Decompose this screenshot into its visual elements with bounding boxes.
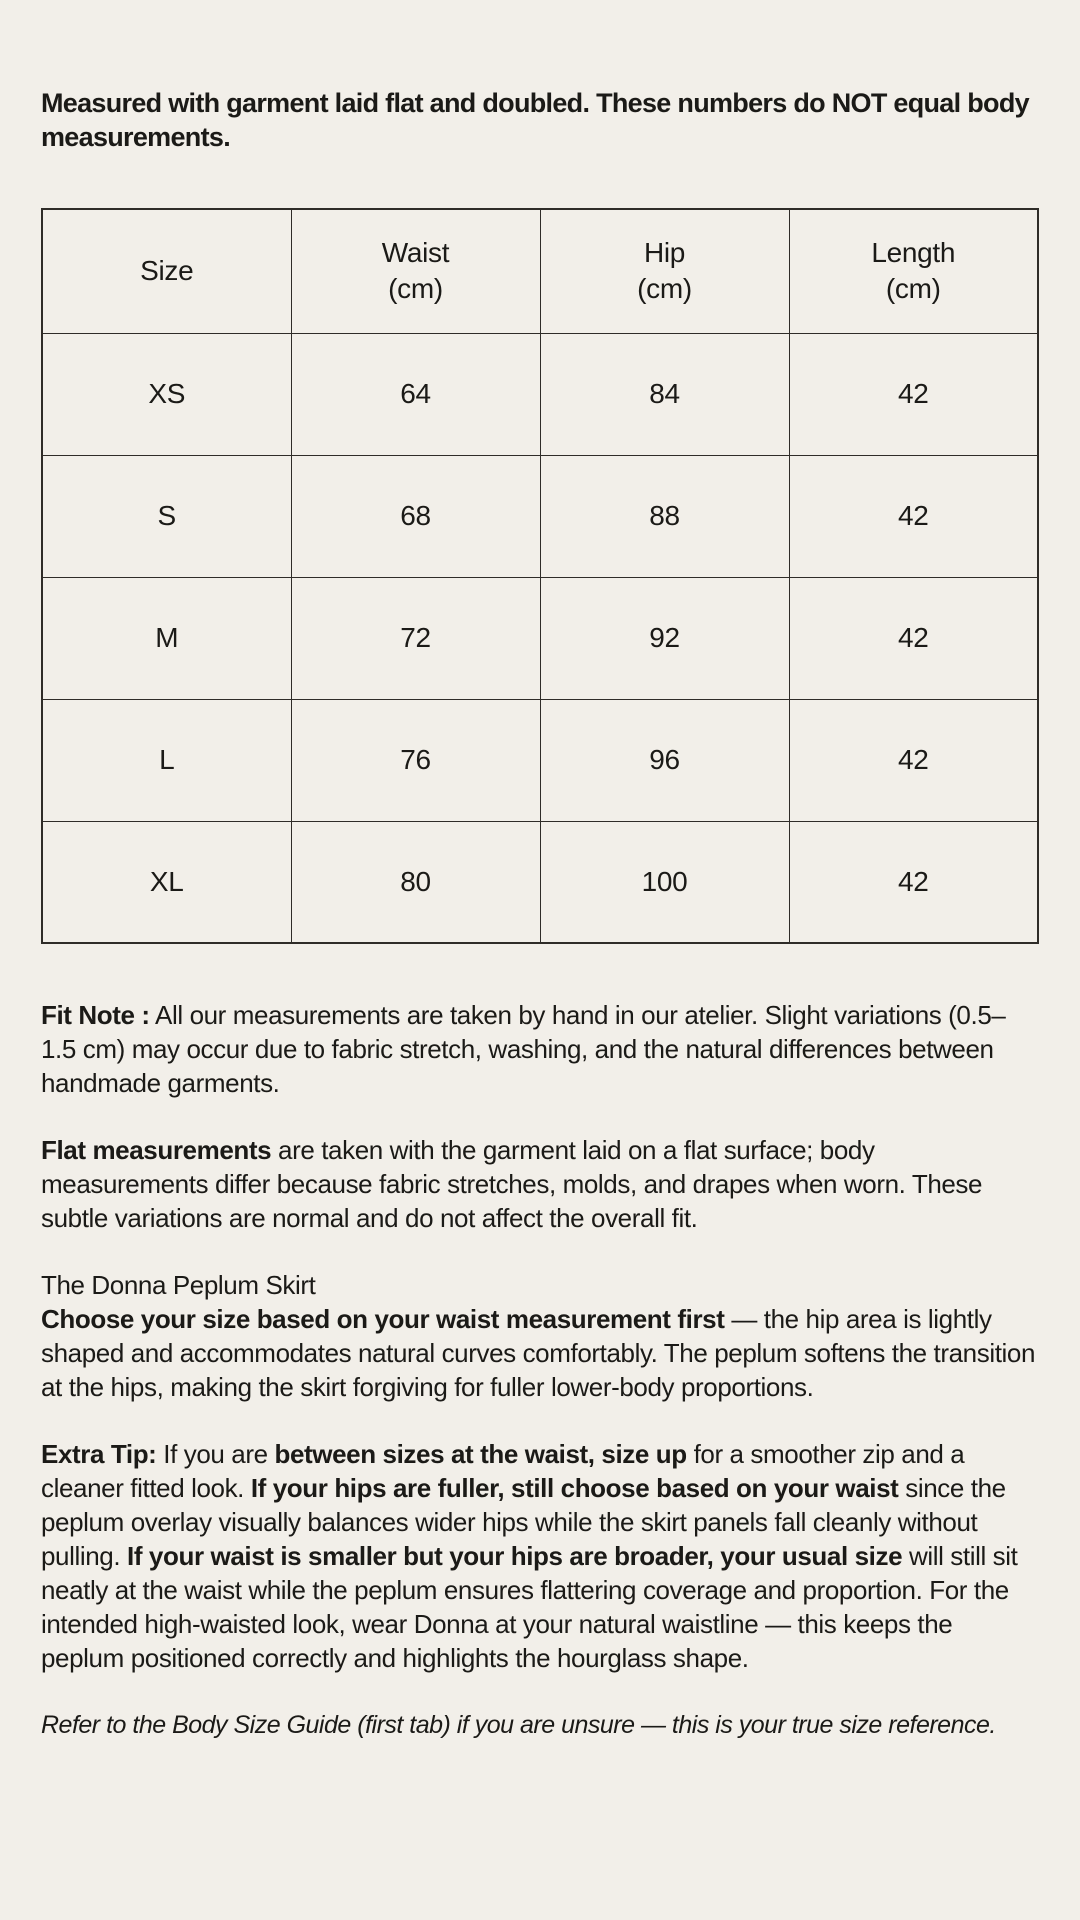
size-table-header-row	[42, 209, 1038, 333]
column-header-length	[789, 209, 1038, 333]
text-run: will still sit neatly at the waist while the peplum ensures flattering coverage and proportion. For the intended high-waisted look, wear Donna at your natural waistline — this keeps the peplum positioned correctly and highlights the hourglass shape.	[41, 1541, 1018, 1673]
hip-cell: 100	[540, 821, 789, 943]
fit-note-paragraph	[41, 998, 1039, 1100]
text-run: Measured with garment laid flat and doubled. These numbers do NOT equal body measurements.	[41, 88, 1029, 152]
length-cell: 42	[789, 699, 1038, 821]
text-run: are taken with the garment laid on a flat surface; body measurements differ because fabric stretches, molds, and drapes when worn. These subtle variations are normal and do not affect the overall fit.	[41, 1135, 983, 1233]
column-header-hip	[540, 209, 789, 333]
text-run: Fit Note :	[41, 1000, 150, 1030]
waist-cell: 80	[291, 821, 540, 943]
text-run: Choose your size based on your waist measurement first	[41, 1304, 725, 1334]
text-run: All our measurements are taken by hand in our atelier. Slight variations (0.5–1.5 cm) may occur due to fabric stretch, washing, and the natural differences between handmade garments.	[41, 1000, 1006, 1098]
column-unit: (cm)	[637, 273, 692, 305]
size-reference-note	[41, 1708, 1039, 1742]
text-run: The Donna Peplum Skirt	[41, 1270, 316, 1300]
size-cell: M	[42, 577, 291, 699]
column-label: Length	[871, 237, 956, 269]
length-cell: 42	[789, 577, 1038, 699]
product-fit-advice-paragraph	[41, 1268, 1039, 1404]
size-cell: XL	[42, 821, 291, 943]
text-run: Refer to the Body Size Guide (first tab) if you are unsure — this is your true size reference.	[41, 1711, 996, 1739]
size-table-row	[42, 821, 1038, 943]
column-header-size	[42, 209, 291, 333]
size-table-row	[42, 577, 1038, 699]
size-cell: S	[42, 455, 291, 577]
size-table-row	[42, 333, 1038, 455]
text-run: If you are	[156, 1439, 275, 1469]
size-table-row	[42, 455, 1038, 577]
column-header-waist	[291, 209, 540, 333]
size-table-body	[42, 333, 1038, 943]
waist-cell: 76	[291, 699, 540, 821]
size-cell: XS	[42, 333, 291, 455]
hip-cell: 96	[540, 699, 789, 821]
length-cell: 42	[789, 821, 1038, 943]
text-run: — the hip area is lightly shaped and accommodates natural curves comfortably. The peplum softens the transition at the hips, making the skirt forgiving for fuller lower-body proportions.	[41, 1304, 1036, 1402]
size-table-head	[42, 209, 1038, 333]
waist-cell: 64	[291, 333, 540, 455]
size-table-row	[42, 699, 1038, 821]
column-label: Hip	[643, 237, 686, 269]
waist-cell: 68	[291, 455, 540, 577]
measurement-disclaimer	[41, 86, 1039, 154]
size-table	[41, 208, 1039, 944]
text-run: If your waist is smaller but your hips are broader, your usual size	[127, 1541, 903, 1571]
hip-cell: 88	[540, 455, 789, 577]
size-cell: L	[42, 699, 291, 821]
text-run: since the peplum overlay visually balances wider hips while the skirt panels fall cleanly without pulling.	[41, 1473, 1006, 1571]
hip-cell: 84	[540, 333, 789, 455]
text-run: between sizes at the waist, size up	[274, 1439, 687, 1469]
hip-cell: 92	[540, 577, 789, 699]
text-run: for a smoother zip and a cleaner fitted look.	[41, 1439, 965, 1503]
flat-measurements-paragraph	[41, 1133, 1039, 1235]
column-unit: (cm)	[885, 273, 941, 305]
extra-tip-paragraph	[41, 1437, 1039, 1675]
length-cell: 42	[789, 455, 1038, 577]
text-run: Extra Tip:	[41, 1439, 157, 1469]
text-run: Flat measurements	[41, 1135, 272, 1165]
column-label: Size	[140, 255, 194, 287]
column-label: Waist	[381, 237, 450, 269]
column-unit: (cm)	[388, 273, 443, 305]
waist-cell: 72	[291, 577, 540, 699]
text-run: If your hips are fuller, still choose based on your waist	[250, 1473, 899, 1503]
length-cell: 42	[789, 333, 1038, 455]
